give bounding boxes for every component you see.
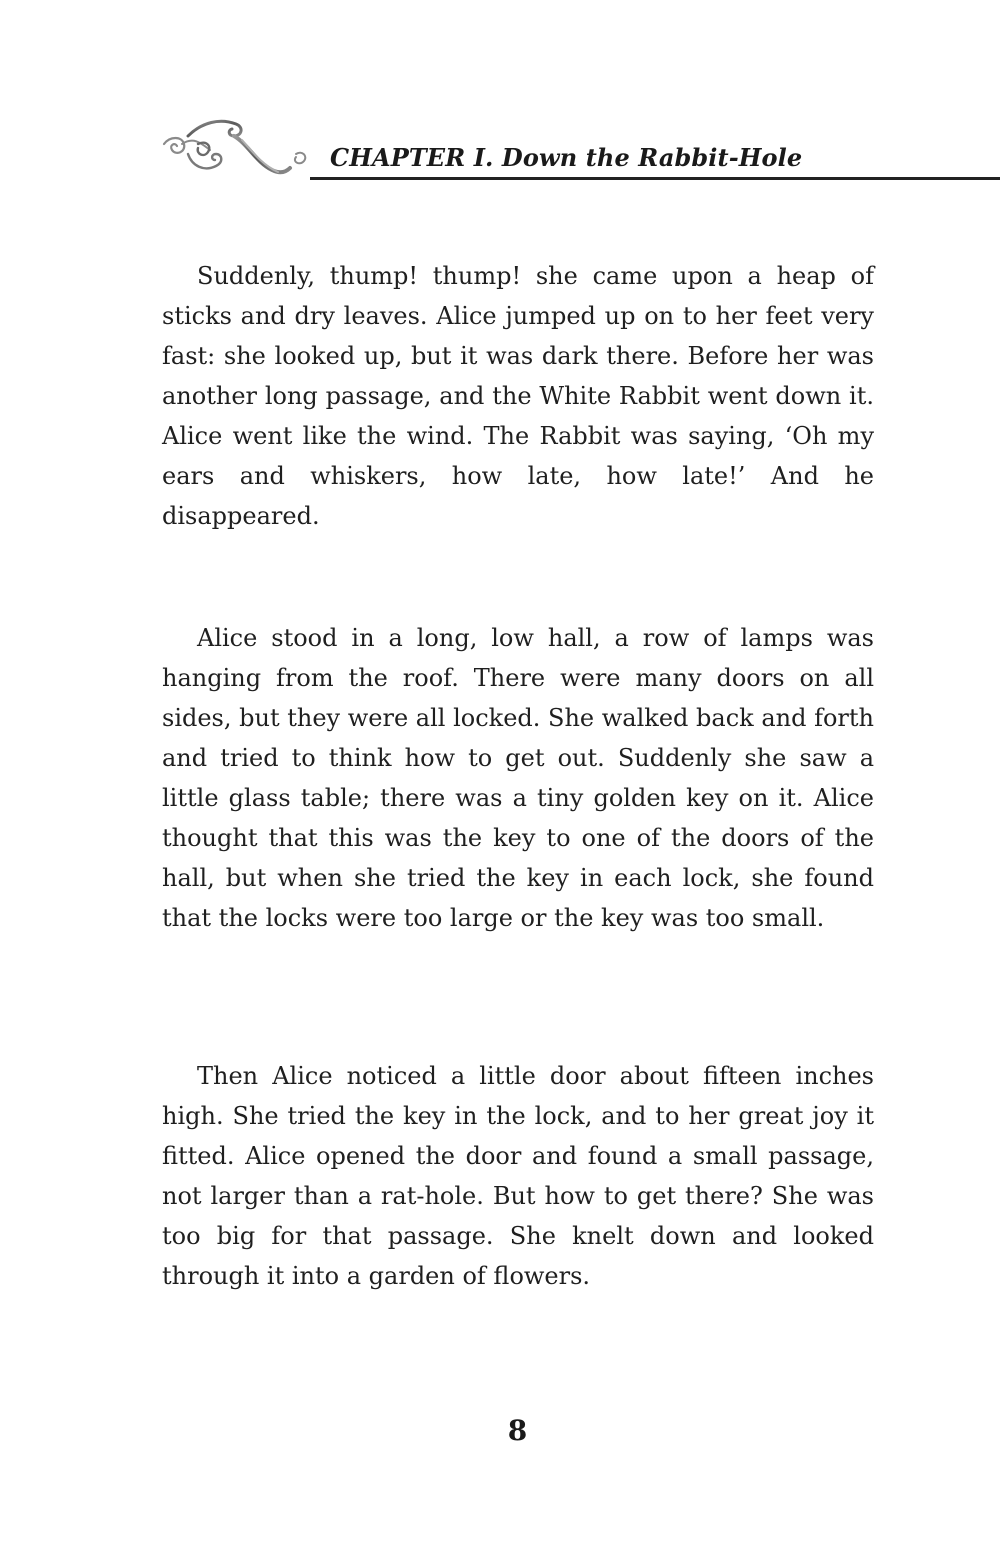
chapter-header [150, 108, 1000, 188]
flourish-ornament-icon [158, 114, 308, 180]
body-paragraph: Alice stood in a long, low hall, a row of lamps was hanging from the roof. There were many doors on all sides, but they were all locked. She walked back and forth and tried to think how to get out. Suddenly she saw a little glass table; there was a tiny golden key on it. Alice thought that this was the key to one of the doors of the hall, but when she tried the key in each lock, she found that the locks were too large or the key was too small. [162, 624, 874, 932]
header-rule [310, 177, 1000, 180]
body-paragraph: Suddenly, thump! thump! she came upon a heap of sticks and dry leaves. Alice jumped up on to her feet very fast: she looked up, but it was dark there. Before her was another long passage, and the White Rabbit went down it. Alice went like the wind. The Rabbit was saying, ‘Oh my ears and whiskers, how late, how late!’ And he disappeared. [162, 262, 874, 530]
body-paragraph: Then Alice noticed a little door about fifteen inches high. She tried the key in the lock, and to her great joy it fitted. Alice opened the door and found a small passage, not larger than a rat-hole. But how to get there? She was too big for that passage. She knelt down and looked through it into a garden of flowers. [162, 1062, 874, 1290]
chapter-title: CHAPTER I. Down the Rabbit-Hole [330, 143, 803, 172]
page-number: 8 [507, 1414, 528, 1447]
